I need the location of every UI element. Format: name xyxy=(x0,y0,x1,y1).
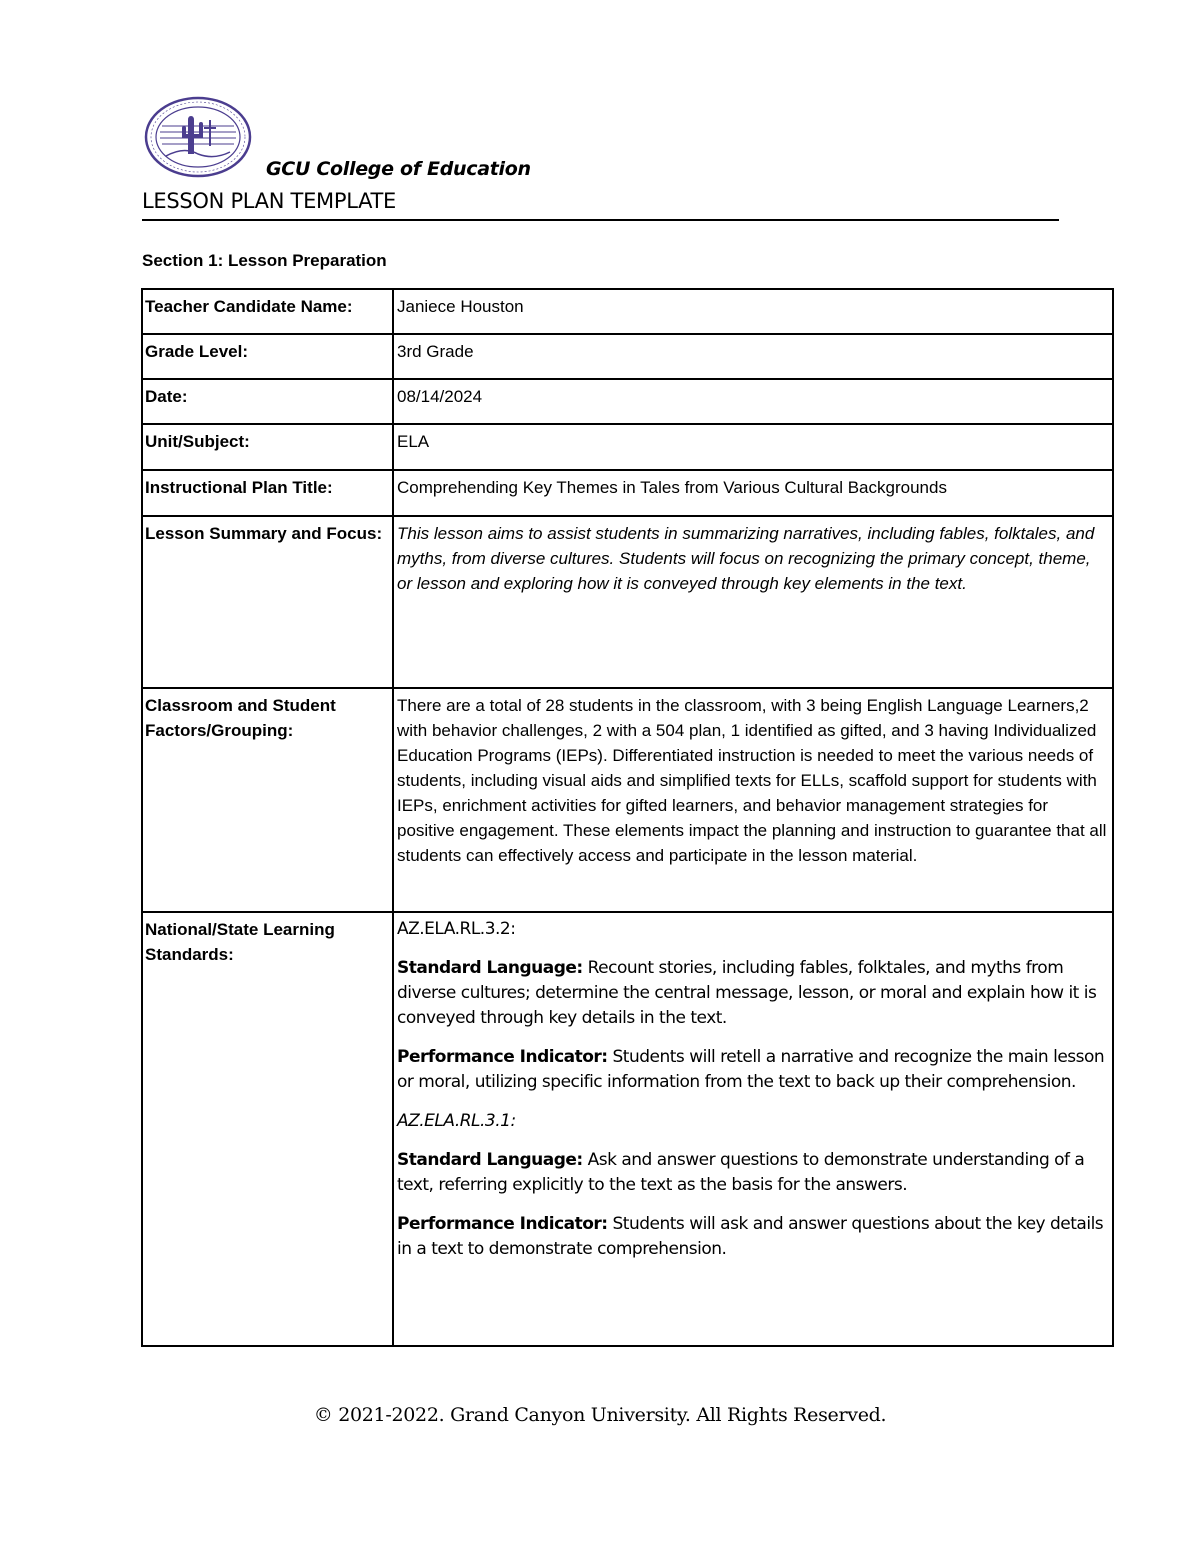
summary-value: This lesson aims to assist students in summarizing narratives, including fables, folktales, and myths, from diverse cultures. Students will focus on recognizing the primary concept, theme, or lesson and exploring how it is conveyed through key elements in the text. xyxy=(393,516,1113,688)
factors-label: Classroom and Student Factors/Grouping: xyxy=(142,688,393,912)
section-heading: Section 1: Lesson Preparation xyxy=(142,251,387,270)
teacher-name-value: Janiece Houston xyxy=(393,289,1113,334)
standard-1-language-text: Recount stories, including fables, folktales, and myths from diverse cultures; determine the central message, lesson, or moral and explain how it is conveyed through key details in the text. xyxy=(397,958,1097,1028)
unit-subject-label: Unit/Subject: xyxy=(142,424,393,470)
grade-level-label: Grade Level: xyxy=(142,334,393,379)
table-row-factors xyxy=(142,688,1113,912)
standard-2-performance xyxy=(397,1212,1110,1262)
table-row-date xyxy=(142,379,1113,424)
teacher-name-label: Teacher Candidate Name: xyxy=(142,289,393,334)
standard-2-performance-label: Performance Indicator: xyxy=(397,1214,608,1234)
standard-2-language-label: Standard Language: xyxy=(397,1150,583,1170)
factors-value: There are a total of 28 students in the classroom, with 3 being English Language Learners,2 with behavior challenges, 2 with a 504 plan, 1 identified as gifted, and 3 having Individualized Education Programs (IEPs). Differentiated instruction is needed to meet the various needs of students, including visual aids and simplified texts for ELLs, scaffold support for students with IEPs, enrichment activities for gifted learners, and behavior management strategies for positive engagement. These elements impact the planning and instruction to guarantee that all students can effectively access and participate in the lesson material. xyxy=(393,688,1113,912)
table-row-teacher xyxy=(142,289,1113,334)
standard-1-language xyxy=(397,956,1110,1031)
copyright-footer: © 2021-2022. Grand Canyon University. All Rights Reserved. xyxy=(313,1404,887,1426)
title-divider xyxy=(142,219,1059,221)
standard-2-performance-text: Students will ask and answer questions about the key details in a text to demonstrate comprehension. xyxy=(397,1214,1104,1259)
standard-2-language-text: Ask and answer questions to demonstrate understanding of a text, referring explicitly to the text as the basis for the answers. xyxy=(397,1150,1085,1195)
standard-1-performance xyxy=(397,1045,1110,1095)
table-row-summary xyxy=(142,516,1113,688)
standard-2-code: AZ.ELA.RL.3.1: xyxy=(397,1111,516,1131)
university-seal-icon xyxy=(144,96,252,178)
standard-1-performance-text: Students will retell a narrative and recognize the main lesson or moral, utilizing specific information from the text to back up their comprehension. xyxy=(397,1047,1105,1092)
table-row-unit xyxy=(142,424,1113,470)
lesson-preparation-table xyxy=(141,288,1114,1347)
college-name: GCU College of Education xyxy=(266,158,531,180)
standard-1-performance-label: Performance Indicator: xyxy=(397,1047,608,1067)
table-row-grade xyxy=(142,334,1113,379)
plan-title-value: Comprehending Key Themes in Tales from Various Cultural Backgrounds xyxy=(393,470,1113,516)
standards-value xyxy=(393,912,1113,1346)
table-row-standards xyxy=(142,912,1113,1346)
grade-level-value: 3rd Grade xyxy=(393,334,1113,379)
standard-1-code: AZ.ELA.RL.3.2: xyxy=(397,919,516,939)
standard-1-language-label: Standard Language: xyxy=(397,958,583,978)
table-row-title xyxy=(142,470,1113,516)
standards-label: National/State Learning Standards: xyxy=(142,912,393,1346)
unit-subject-value: ELA xyxy=(393,424,1113,470)
date-label: Date: xyxy=(142,379,393,424)
summary-label: Lesson Summary and Focus: xyxy=(142,516,393,688)
date-value: 08/14/2024 xyxy=(393,379,1113,424)
standard-2-language xyxy=(397,1148,1110,1198)
document-title: LESSON PLAN TEMPLATE xyxy=(142,189,397,213)
plan-title-label: Instructional Plan Title: xyxy=(142,470,393,516)
